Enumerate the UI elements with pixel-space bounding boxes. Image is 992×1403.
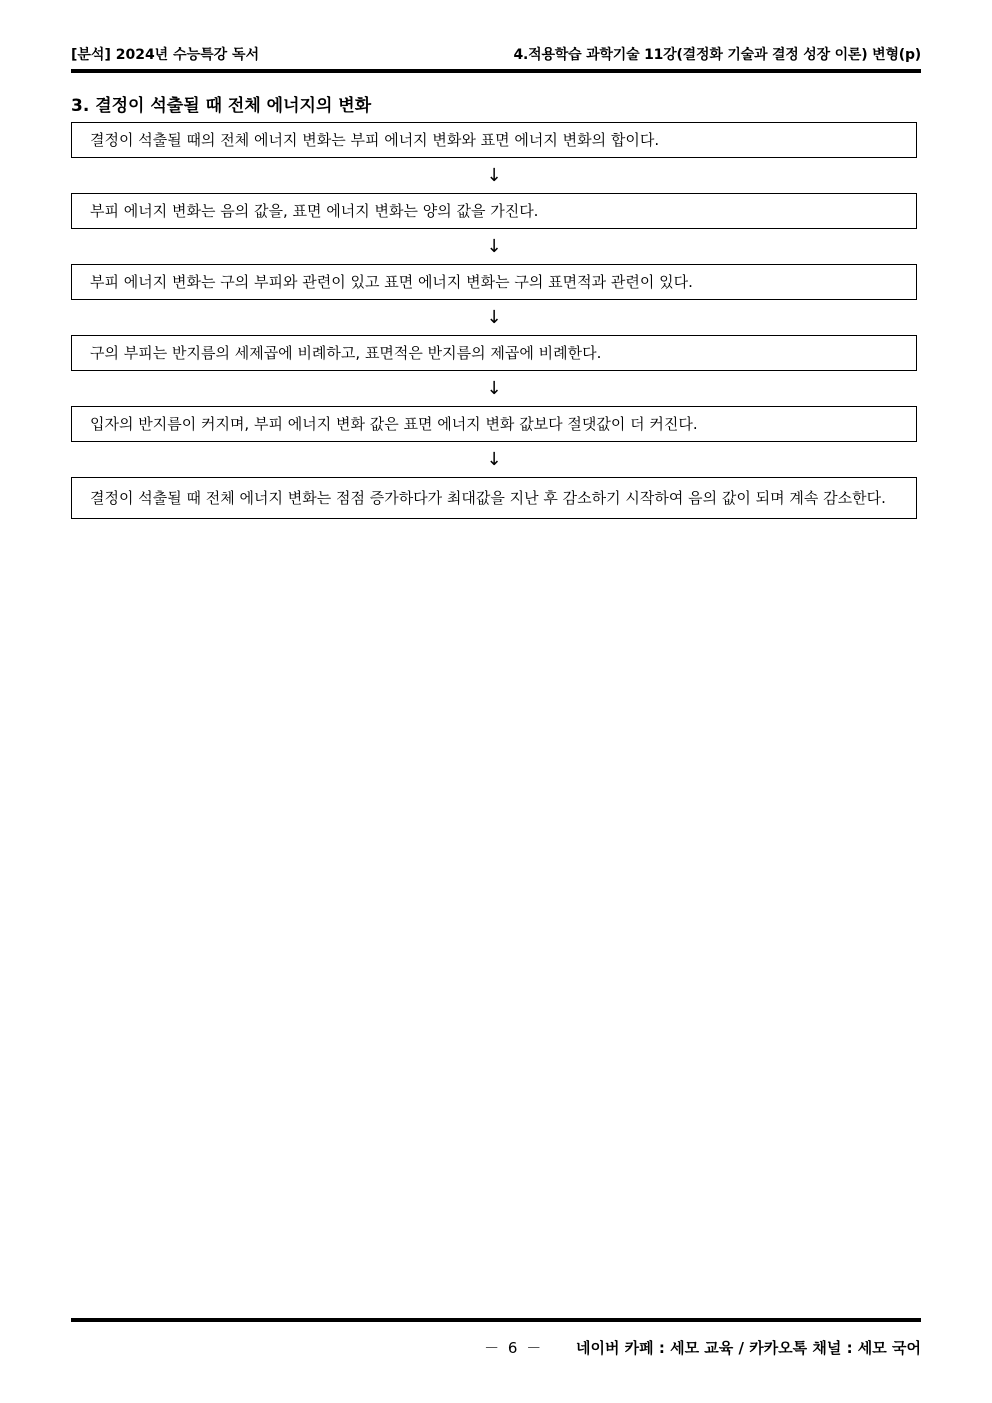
flow-step-1: 결정이 석출될 때의 전체 에너지 변화는 부피 에너지 변화와 표면 에너지 변화의 합이다. bbox=[71, 122, 917, 158]
flow-step-6: 결정이 석출될 때 전체 에너지 변화는 점점 증가하다가 최대값을 지난 후 감소하기 시작하여 음의 값이 되며 계속 감소한다. bbox=[71, 477, 917, 519]
down-arrow-icon: ↓ bbox=[486, 449, 502, 470]
footer-channel-info: 네이버 카페 : 세모 교육 / 카카오톡 채널 : 세모 국어 bbox=[575, 1339, 921, 1357]
flow-step-2: 부피 에너지 변화는 음의 값을, 표면 에너지 변화는 양의 값을 가진다. bbox=[71, 193, 917, 229]
section-title: 3. 결정이 석출될 때 전체 에너지의 변화 bbox=[71, 96, 372, 116]
header-divider bbox=[71, 69, 921, 73]
down-arrow-icon: ↓ bbox=[486, 378, 502, 399]
flow-step-5: 입자의 반지름이 커지며, 부피 에너지 변화 값은 표면 에너지 변화 값보다 절댓값이 더 커진다. bbox=[71, 406, 917, 442]
flowchart bbox=[71, 122, 917, 519]
page-footer bbox=[484, 1337, 921, 1358]
flow-step-4: 구의 부피는 반지름의 세제곱에 비례하고, 표면적은 반지름의 제곱에 비례한다. bbox=[71, 335, 917, 371]
down-arrow-icon: ↓ bbox=[486, 236, 502, 257]
page-number: － 6 － bbox=[484, 1339, 544, 1357]
header-document-label: [분석] 2024년 수능특강 독서 bbox=[71, 47, 260, 63]
footer-divider bbox=[71, 1318, 921, 1322]
page-header bbox=[71, 44, 921, 64]
down-arrow-icon: ↓ bbox=[486, 165, 502, 186]
down-arrow-icon: ↓ bbox=[486, 307, 502, 328]
header-lesson-title: 4.적용학습 과학기술 11강(결정화 기술과 결정 성장 이론) 변형(p) bbox=[513, 47, 921, 63]
flow-step-3: 부피 에너지 변화는 구의 부피와 관련이 있고 표면 에너지 변화는 구의 표면적과 관련이 있다. bbox=[71, 264, 917, 300]
